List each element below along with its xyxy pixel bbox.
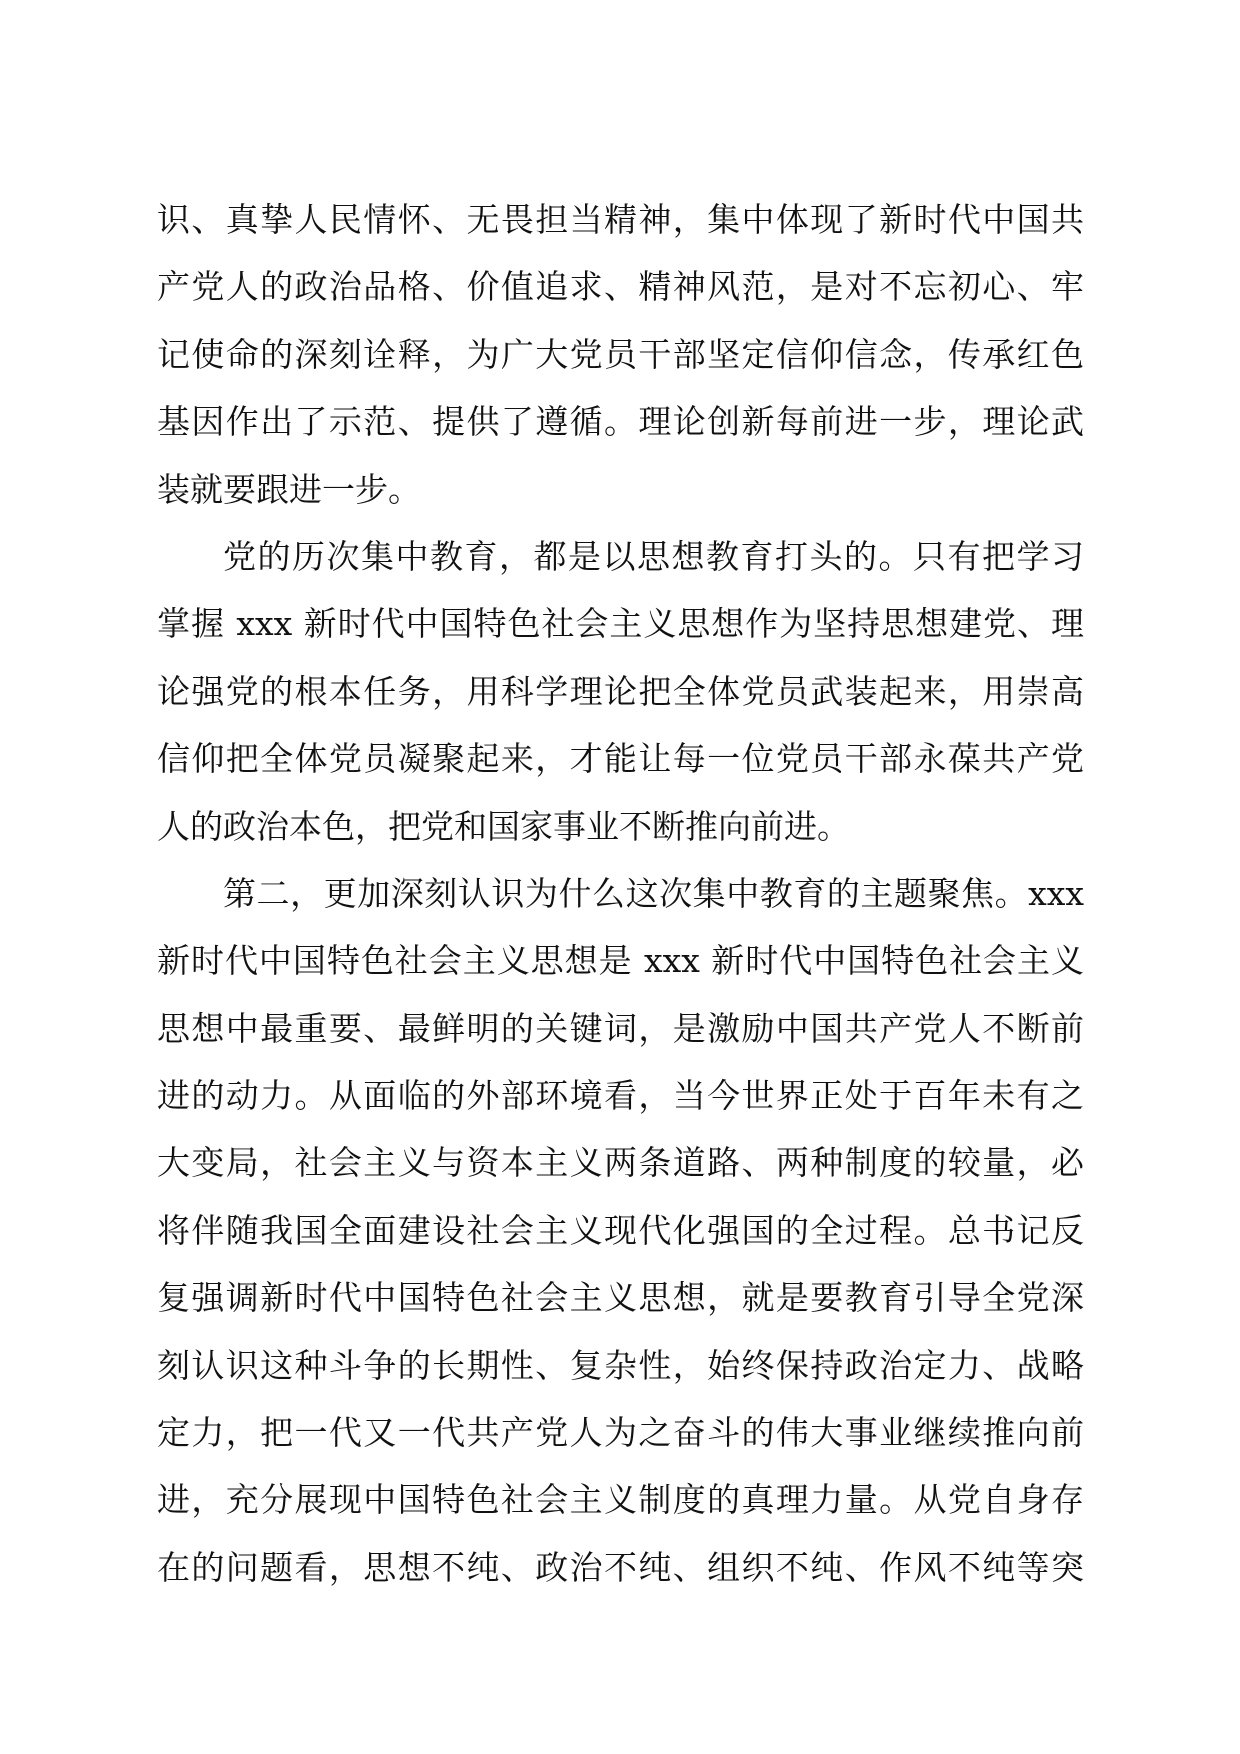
text-line: 复强调新时代中国特色社会主义思想，就是要教育引导全党深 bbox=[157, 1278, 1084, 1318]
text-line: 记使命的深刻诠释，为广大党员干部坚定信仰信念，传承红色 bbox=[157, 334, 1084, 374]
text-line: 新时代中国特色社会主义思想是 xxx 新时代中国特色社会主义 bbox=[157, 941, 1084, 981]
text-line: 将伴随我国全面建设社会主义现代化强国的全过程。总书记反 bbox=[157, 1210, 1084, 1250]
text-line: 进，充分展现中国特色社会主义制度的真理力量。从党自身存 bbox=[157, 1480, 1084, 1520]
text-line: 第二，更加深刻认识为什么这次集中教育的主题聚焦。xxx bbox=[223, 873, 1084, 913]
text-line: 定力，把一代又一代共产党人为之奋斗的伟大事业继续推向前 bbox=[157, 1413, 1084, 1453]
text-line: 论强党的根本任务，用科学理论把全体党员武装起来，用崇高 bbox=[157, 671, 1084, 711]
text-line: 在的问题看，思想不纯、政治不纯、组织不纯、作风不纯等突 bbox=[157, 1547, 1084, 1587]
text-line: 信仰把全体党员凝聚起来，才能让每一位党员干部永葆共产党 bbox=[157, 739, 1084, 779]
text-line: 大变局，社会主义与资本主义两条道路、两种制度的较量，必 bbox=[157, 1143, 1084, 1183]
paragraph bbox=[157, 186, 1084, 523]
paragraph bbox=[157, 860, 1084, 1601]
text-line: 装就要跟进一步。 bbox=[157, 469, 421, 509]
text-line: 刻认识这种斗争的长期性、复杂性，始终保持政治定力、战略 bbox=[157, 1345, 1084, 1385]
paragraph bbox=[157, 523, 1084, 860]
text-line: 思想中最重要、最鲜明的关键词，是激励中国共产党人不断前 bbox=[157, 1008, 1084, 1048]
text-line: 党的历次集中教育，都是以思想教育打头的。只有把学习 bbox=[223, 536, 1084, 576]
text-line: 识、真挚人民情怀、无畏担当精神，集中体现了新时代中国共 bbox=[157, 200, 1084, 239]
text-line: 产党人的政治品格、价值追求、精神风范，是对不忘初心、牢 bbox=[157, 267, 1084, 307]
text-line: 人的政治本色，把党和国家事业不断推向前进。 bbox=[157, 806, 850, 846]
text-line: 基因作出了示范、提供了遵循。理论创新每前进一步，理论武 bbox=[157, 402, 1084, 442]
body-text bbox=[157, 186, 1084, 1601]
text-line: 掌握 xxx 新时代中国特色社会主义思想作为坚持思想建党、理 bbox=[157, 604, 1084, 644]
text-line: 进的动力。从面临的外部环境看，当今世界正处于百年未有之 bbox=[157, 1076, 1084, 1116]
